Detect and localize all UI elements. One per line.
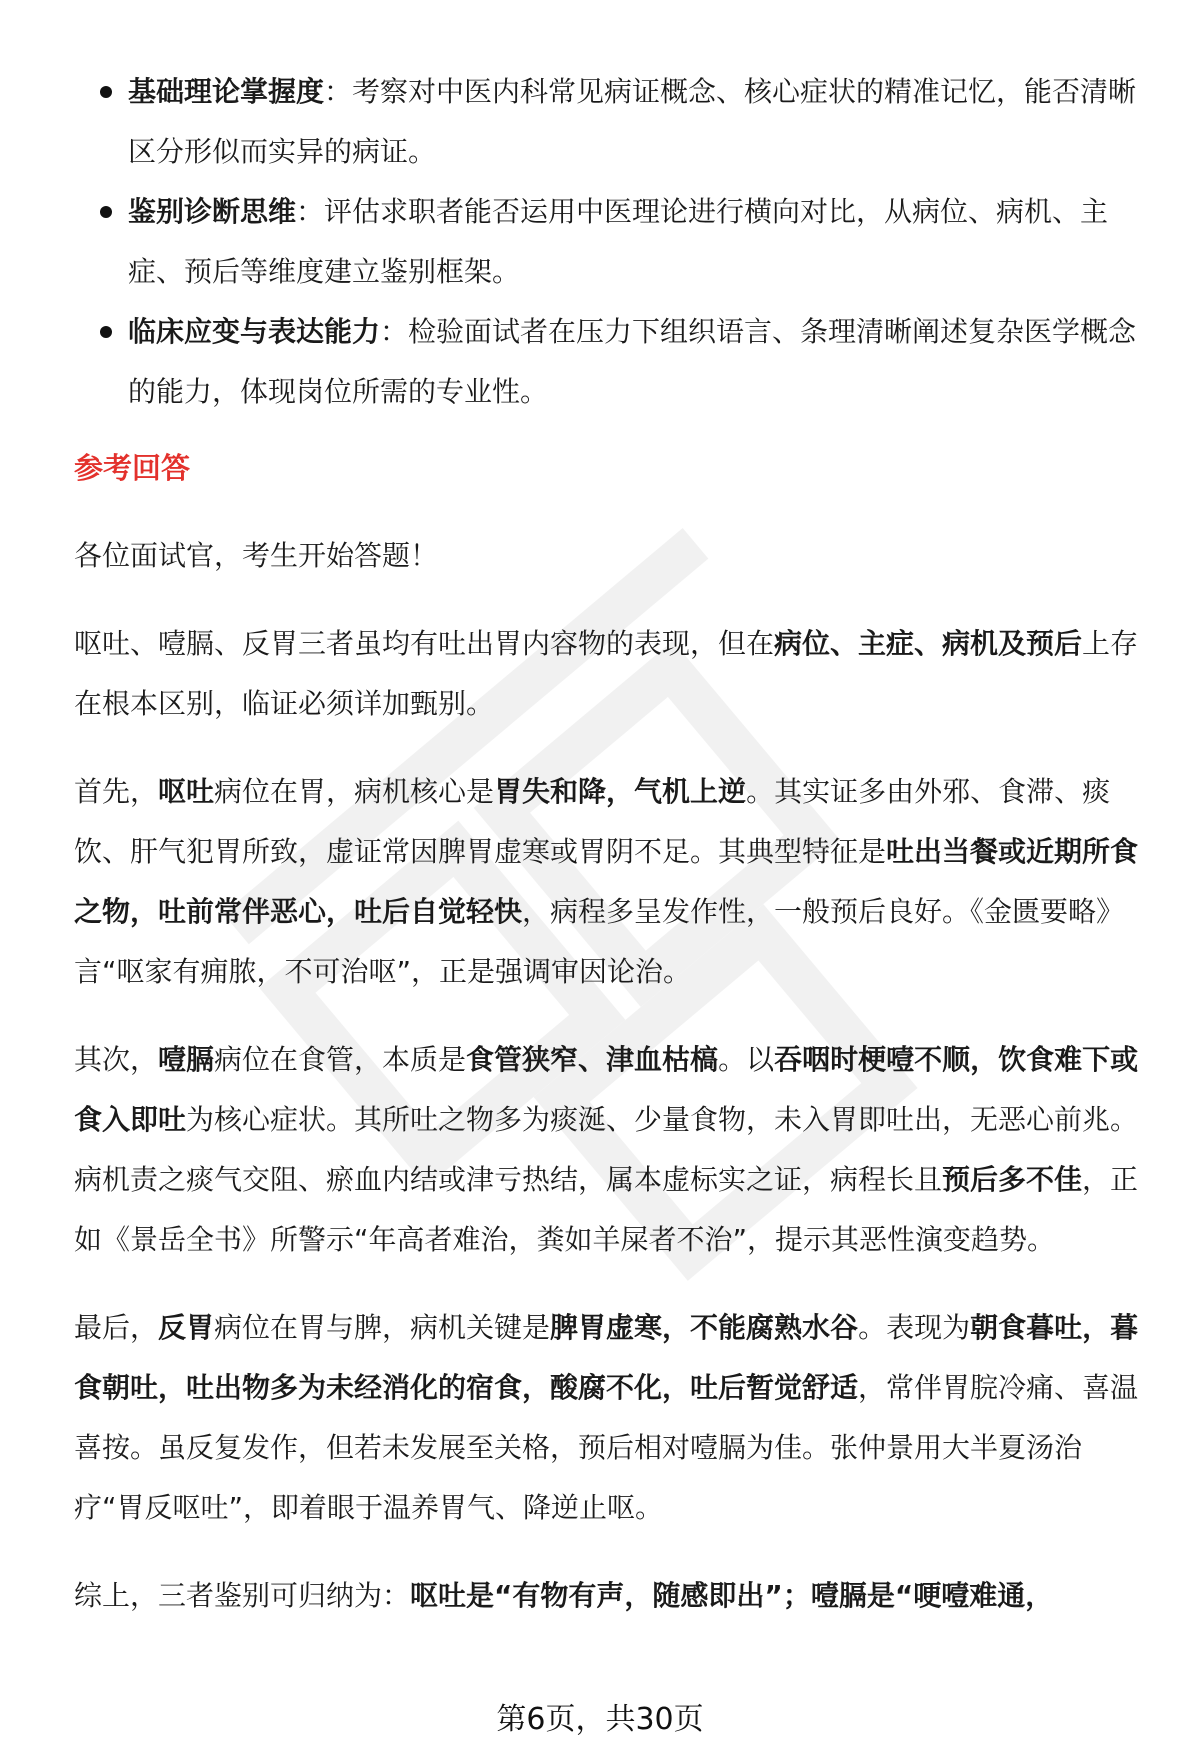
bullet-separator: ：: [324, 75, 353, 108]
paragraph-dysphagia: [74, 1030, 1152, 1270]
paragraph-summary: [74, 1566, 1152, 1626]
bold-span: 病位、主症、病机及预后: [774, 627, 1083, 660]
bold-span: 呕吐: [158, 775, 215, 808]
text-span: 病位在食管，本质是: [214, 1043, 467, 1076]
bullet-separator: ：: [380, 315, 409, 348]
text-span: ，常伴胃脘冷痛、喜温喜按。虽反复发作，但若未发展至关格，预后相对噎膈为佳。张仲景用大半夏汤治疗“胃反呕吐”，即着眼于温养胃气、降逆止呕。: [74, 1371, 1139, 1524]
bold-span: 胃失和降，气机上逆: [494, 775, 747, 808]
opening-paragraph: 各位面试官，考生开始答题！: [74, 539, 439, 572]
bullet-dot-icon: [100, 326, 112, 338]
text-span: 最后，: [74, 1311, 159, 1344]
text-span: 为核心症状。其所吐之物多为痰涎、少量食物，未入胃即吐出，无恶心前兆。病机责之痰气交阻、瘀血内结或津亏热结，属本虚标实之证，病程长且: [74, 1103, 1139, 1196]
bold-span: 脾胃虚寒，不能腐熟水谷: [550, 1311, 859, 1344]
paragraph-regurgitation: [74, 1298, 1152, 1538]
bold-span: 吐出当餐或近期所食之物，吐前常伴恶心，吐后自觉轻快: [74, 835, 1139, 928]
bullet-title: 临床应变与表达能力: [128, 315, 381, 348]
bold-span: 朝食暮吐，暮食朝吐，吐出物多为未经消化的宿食，酸腐不化，吐后暂觉舒适: [74, 1311, 1139, 1404]
bold-span: 吞咽时梗噎不顺，饮食难下或食入即吐: [74, 1043, 1139, 1136]
bullet-item: [74, 62, 1152, 182]
text-span: 上存在根本区别，临证必须详加甄别。: [74, 627, 1139, 720]
bullet-title: 基础理论掌握度: [128, 75, 325, 108]
bold-span: 反胃: [158, 1311, 215, 1344]
bullet-separator: ：: [296, 195, 325, 228]
bold-span: 呕吐是“有物有声，随感即出”；噎膈是“哽噎难通，: [410, 1579, 1054, 1612]
page-number: 第6页，共30页: [496, 1702, 704, 1737]
text-span: 。表现为: [858, 1311, 971, 1344]
text-span: 病位在胃，病机核心是: [214, 775, 495, 808]
bullet-text: 考察对中医内科常见病证概念、核心症状的精准记忆，能否清晰区分形似而实异的病证。: [128, 75, 1137, 168]
bold-span: 预后多不佳: [942, 1163, 1083, 1196]
paragraph-overview: [74, 614, 1152, 734]
text-span: 。以: [718, 1043, 775, 1076]
evaluation-points-list: [74, 62, 1152, 422]
bold-span: 噎膈: [158, 1043, 215, 1076]
bullet-text: 检验面试者在压力下组织语言、条理清晰阐述复杂医学概念的能力，体现岗位所需的专业性。: [128, 315, 1137, 408]
text-span: 其次，: [74, 1043, 159, 1076]
bullet-text: 评估求职者能否运用中医理论进行横向对比，从病位、病机、主症、预后等维度建立鉴别框架。: [128, 195, 1109, 288]
text-span: 呕吐、噎膈、反胃三者虽均有吐出胃内容物的表现，但在: [74, 627, 775, 660]
text-span: ，病程多呈发作性，一般预后良好。《金匮要略》言“呕家有痈脓，不可治呕”，正是强调审因论治。: [74, 895, 1125, 988]
paragraph-vomiting: [74, 762, 1152, 1002]
bullet-dot-icon: [100, 86, 112, 98]
text-span: ，正如《景岳全书》所警示“年高者难治，粪如羊屎者不治”，提示其恶性演变趋势。: [74, 1163, 1139, 1256]
bullet-title: 鉴别诊断思维: [128, 195, 297, 228]
bold-span: 食管狭窄、津血枯槁: [466, 1043, 719, 1076]
bullet-item: [74, 182, 1152, 302]
section-title: 参考回答: [74, 451, 191, 485]
text-span: 病位在胃与脾，病机关键是: [214, 1311, 551, 1344]
bullet-dot-icon: [100, 206, 112, 218]
text-span: 首先，: [74, 775, 159, 808]
text-span: 。其实证多由外邪、食滞、痰饮、肝气犯胃所致，虚证常因脾胃虚寒或胃阴不足。其典型特征是: [74, 775, 1111, 868]
text-span: 综上，三者鉴别可归纳为：: [74, 1579, 411, 1612]
document-content: [74, 62, 1152, 1626]
bullet-item: [74, 302, 1152, 422]
